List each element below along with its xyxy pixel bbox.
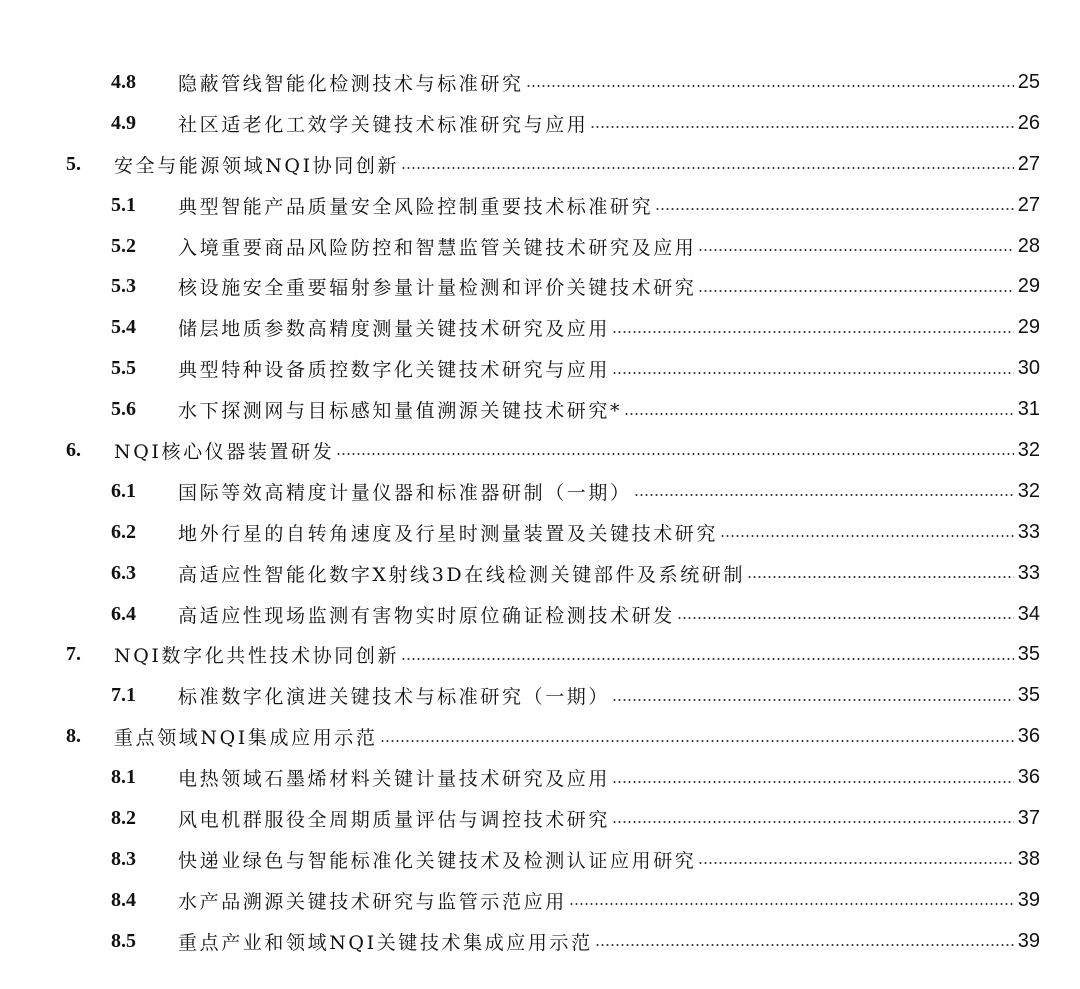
toc-dot-leader <box>624 413 1014 415</box>
toc-entry-number: 7.1 <box>111 684 136 707</box>
toc-entry-page-number: 25 <box>1017 70 1040 93</box>
toc-entry-page-number: 32 <box>1017 438 1040 461</box>
toc-entry-page-number: 33 <box>1017 561 1040 584</box>
toc-entry-title: 快递业绿色与智能标准化关键技术及检测认证应用研究 <box>178 849 697 872</box>
toc-entry-number: 5.2 <box>111 234 136 257</box>
toc-dot-leader <box>677 617 1014 619</box>
toc-entry-page-number: 33 <box>1017 520 1040 543</box>
toc-dot-leader <box>747 576 1014 578</box>
toc-section-entry[interactable] <box>0 307 1080 348</box>
toc-section-entry[interactable] <box>0 62 1080 103</box>
toc-entry-title: 风电机群服役全周期质量评估与调控技术研究 <box>178 808 611 831</box>
toc-entry-page-number: 34 <box>1017 602 1040 625</box>
toc-dot-leader <box>336 453 1013 455</box>
toc-entry-title: 重点领域NQI集成应用示范 <box>114 727 378 750</box>
toc-dot-leader <box>401 167 1014 169</box>
toc-entry-page-number: 36 <box>1017 725 1040 748</box>
toc-entry-title: NQI核心仪器装置研发 <box>114 440 335 463</box>
toc-entry-number: 8.2 <box>111 806 136 829</box>
toc-section-entry[interactable] <box>0 185 1080 226</box>
toc-section-entry[interactable] <box>0 471 1080 512</box>
toc-entry-title: 地外行星的自转角速度及行星时测量装置及关键技术研究 <box>178 522 719 545</box>
toc-chapter-entry[interactable] <box>0 430 1080 471</box>
toc-section-entry[interactable] <box>0 226 1080 267</box>
toc-entry-title: 高适应性现场监测有害物实时原位确证检测技术研发 <box>178 604 675 627</box>
toc-entry-page-number: 30 <box>1017 357 1040 380</box>
toc-dot-leader <box>698 290 1013 292</box>
toc-dot-leader <box>698 862 1013 864</box>
toc-section-entry[interactable] <box>0 389 1080 430</box>
toc-entry-number: 5.6 <box>111 398 136 421</box>
toc-entry-title: 社区适老化工效学关键技术标准研究与应用 <box>178 113 589 136</box>
toc-dot-leader <box>612 699 1014 701</box>
toc-section-entry[interactable] <box>0 675 1080 716</box>
toc-entry-title: 核设施安全重要辐射参量计量检测和评价关键技术研究 <box>178 277 697 300</box>
toc-section-entry[interactable] <box>0 553 1080 594</box>
toc-entry-page-number: 28 <box>1017 234 1040 257</box>
toc-entry-number: 6.2 <box>111 520 136 543</box>
toc-dot-leader <box>595 944 1014 946</box>
toc-section-entry[interactable] <box>0 757 1080 798</box>
toc-entry-page-number: 27 <box>1017 152 1040 175</box>
toc-entry-number: 7. <box>66 643 81 666</box>
toc-dot-leader <box>612 781 1014 783</box>
toc-entry-title: 标准数字化演进关键技术与标准研究（一期） <box>178 686 611 709</box>
toc-entry-title: 水下探测网与目标感知量值溯源关键技术研究* <box>178 400 623 423</box>
table-of-contents <box>0 62 1080 962</box>
toc-entry-title: 入境重要商品风险防控和智慧监管关键技术研究及应用 <box>178 236 697 259</box>
toc-entry-page-number: 39 <box>1017 929 1040 952</box>
toc-entry-number: 5.4 <box>111 316 136 339</box>
toc-dot-leader <box>698 249 1013 251</box>
toc-chapter-entry[interactable] <box>0 716 1080 757</box>
toc-section-entry[interactable] <box>0 266 1080 307</box>
toc-entry-number: 6. <box>66 438 81 461</box>
toc-dot-leader <box>634 494 1014 496</box>
toc-entry-number: 8.4 <box>111 888 136 911</box>
toc-entry-page-number: 29 <box>1017 316 1040 339</box>
toc-entry-title: 电热领域石墨烯材料关键计量技术研究及应用 <box>178 768 611 791</box>
toc-entry-page-number: 39 <box>1017 888 1040 911</box>
toc-section-entry[interactable] <box>0 512 1080 553</box>
toc-entry-page-number: 26 <box>1017 111 1040 134</box>
toc-entry-page-number: 36 <box>1017 766 1040 789</box>
toc-entry-number: 8.1 <box>111 766 136 789</box>
toc-section-entry[interactable] <box>0 594 1080 635</box>
toc-entry-number: 5. <box>66 152 81 175</box>
toc-entry-title: 国际等效高精度计量仪器和标准器研制（一期） <box>178 481 632 504</box>
toc-entry-page-number: 37 <box>1017 806 1040 829</box>
toc-dot-leader <box>380 740 1014 742</box>
toc-dot-leader <box>526 85 1014 87</box>
toc-entry-number: 4.9 <box>111 111 136 134</box>
toc-entry-title: 水产品溯源关键技术研究与监管示范应用 <box>178 890 567 913</box>
toc-entry-page-number: 32 <box>1017 479 1040 502</box>
toc-entry-title: NQI数字化共性技术协同创新 <box>114 645 400 668</box>
toc-dot-leader <box>720 535 1014 537</box>
toc-entry-number: 5.3 <box>111 275 136 298</box>
toc-entry-number: 8. <box>66 725 81 748</box>
toc-dot-leader <box>569 903 1014 905</box>
toc-section-entry[interactable] <box>0 103 1080 144</box>
toc-section-entry[interactable] <box>0 921 1080 962</box>
toc-chapter-entry[interactable] <box>0 144 1080 185</box>
toc-entry-number: 4.8 <box>111 70 136 93</box>
toc-entry-title: 重点产业和领域NQI关键技术集成应用示范 <box>178 931 593 954</box>
toc-entry-title: 典型智能产品质量安全风险控制重要技术标准研究 <box>178 195 654 218</box>
toc-chapter-entry[interactable] <box>0 634 1080 675</box>
toc-section-entry[interactable] <box>0 798 1080 839</box>
toc-entry-number: 6.1 <box>111 479 136 502</box>
toc-entry-number: 8.5 <box>111 929 136 952</box>
toc-entry-title: 安全与能源领域NQI协同创新 <box>114 154 400 177</box>
toc-dot-leader <box>590 126 1013 128</box>
toc-entry-page-number: 38 <box>1017 847 1040 870</box>
toc-entry-title: 典型特种设备质控数字化关键技术研究与应用 <box>178 359 611 382</box>
toc-entry-page-number: 27 <box>1017 193 1040 216</box>
toc-entry-title: 高适应性智能化数字X射线3D在线检测关键部件及系统研制 <box>178 563 746 586</box>
toc-section-entry[interactable] <box>0 839 1080 880</box>
toc-entry-title: 储层地质参数高精度测量关键技术研究及应用 <box>178 318 611 341</box>
toc-dot-leader <box>612 821 1014 823</box>
toc-dot-leader <box>612 372 1014 374</box>
toc-entry-page-number: 35 <box>1017 643 1040 666</box>
toc-entry-number: 6.4 <box>111 602 136 625</box>
toc-section-entry[interactable] <box>0 348 1080 389</box>
toc-entry-page-number: 35 <box>1017 684 1040 707</box>
toc-dot-leader <box>655 208 1014 210</box>
toc-entry-number: 5.5 <box>111 357 136 380</box>
toc-dot-leader <box>612 331 1014 333</box>
toc-entry-title: 隐蔽管线智能化检测技术与标准研究 <box>178 72 524 95</box>
toc-section-entry[interactable] <box>0 880 1080 921</box>
toc-dot-leader <box>401 658 1014 660</box>
toc-entry-page-number: 31 <box>1017 398 1040 421</box>
toc-entry-page-number: 29 <box>1017 275 1040 298</box>
toc-entry-number: 8.3 <box>111 847 136 870</box>
toc-entry-number: 5.1 <box>111 193 136 216</box>
toc-entry-number: 6.3 <box>111 561 136 584</box>
